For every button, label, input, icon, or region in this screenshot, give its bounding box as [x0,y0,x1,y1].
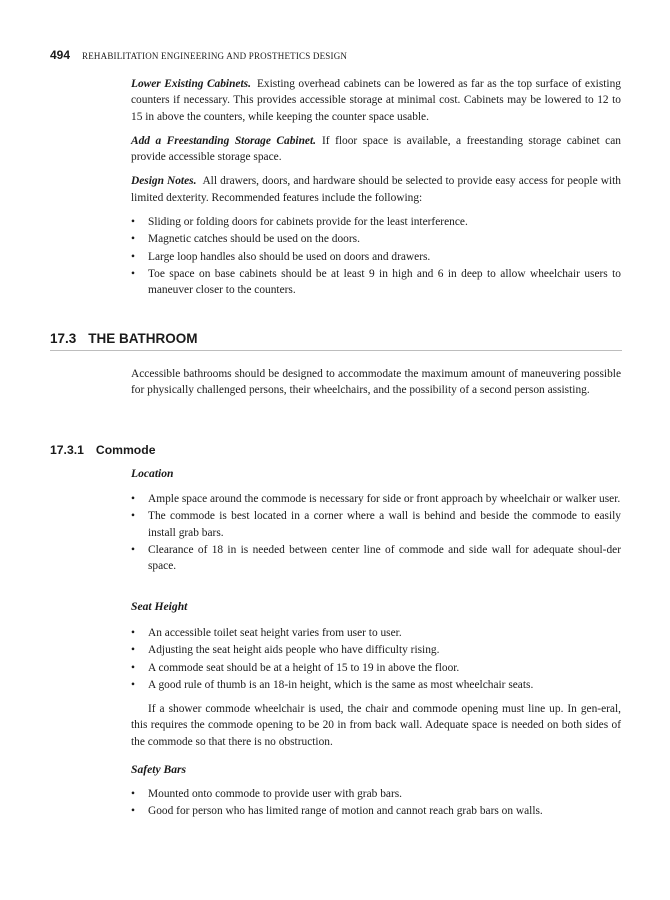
freestanding-cabinet-text: If floor space is available, a freestanding storage cabinet can provide accessible storage space. [131,134,621,164]
location-list [131,491,621,574]
lower-cabinets-paragraph [131,76,621,125]
shower-commode-paragraph: If a shower commode wheelchair is used, the chair and commode opening must line up. In gen-eral, this requires the commode opening to be 20 in from back wall. Adequate space is needed on both sides of the commode so that there is no obstruction. [131,703,621,748]
subsection-number: 17.3.1 [50,443,84,457]
subsection-title: Commode [95,443,156,457]
list-item: • Magnetic catches should be used on the doors. [131,231,621,247]
section-intro [131,366,621,399]
design-notes-heading: Design Notes. [131,175,197,188]
seat-height-list [131,625,621,693]
lower-cabinets-text: Existing overhead cabinets can be lowered as far as the top surface of existing counters if necessary. This provides accessible storage at minimal cost. Cabinets may be lowered to 12 to 15 in above the counters, while keeping the counter space usable. [131,78,621,123]
safety-bars-section [131,786,621,820]
list-item: • Good for person who has limited range of motion and cannot reach grab bars on walls. [131,803,621,819]
list-item: • A good rule of thumb is an 18-in height, which is the same as most wheelchair seats. [131,677,621,693]
cabinet-options [131,76,621,299]
section-title: THE BATHROOM [88,331,198,346]
section-number: 17.3 [50,331,77,346]
running-head-title: REHABILITATION ENGINEERING AND PROSTHETICS DESIGN [82,51,348,61]
list-item: • An accessible toilet seat height varies from user to user. [131,625,621,641]
list-item: • Adjusting the seat height aids people who have difficulty rising. [131,642,621,658]
design-notes-paragraph [131,173,621,206]
list-item: • Ample space around the commode is necessary for side or front approach by wheelchair or walker user. [131,491,621,507]
list-item: • Large loop handles also should be used on doors and drawers. [131,249,621,265]
page-number: 494 [50,48,71,62]
design-notes-list [131,214,621,298]
list-item: • Clearance of 18 in is needed between center line of commode and side wall for adequate shoul-der space. [131,542,621,575]
running-header [50,46,630,64]
list-item: • A commode seat should be at a height of 15 to 19 in above the floor. [131,660,621,676]
seat-height-heading: Seat Height [131,600,188,613]
list-item: • Toe space on base cabinets should be at least 9 in high and 6 in deep to allow wheelchair users to maneuver closer to the counters. [131,266,621,299]
location-heading: Location [131,467,174,480]
freestanding-cabinet-heading: Add a Freestanding Storage Cabinet. [131,134,316,147]
list-item: • Mounted onto commode to provide user with grab bars. [131,786,621,802]
section-intro-paragraph: Accessible bathrooms should be designed to accommodate the maximum amount of maneuvering possible for physically challenged persons, their wheelchairs, and the possibility of a second person assisting. [131,368,621,397]
list-item: • The commode is best located in a corner where a wall is behind and beside the commode to easily install grab bars. [131,508,621,541]
design-notes-text: All drawers, doors, and hardware should be selected to provide easy access for people with limited dexterity. Recommended features include the following: [131,175,621,204]
location-section [131,491,621,574]
seat-height-section [131,625,621,750]
list-item: • Sliding or folding doors for cabinets provide for the least interference. [131,214,621,230]
lower-cabinets-heading: Lower Existing Cabinets. [131,78,251,90]
section-heading [50,331,622,351]
freestanding-cabinet-paragraph [131,133,621,166]
subsection-heading [50,443,155,457]
safety-bars-heading: Safety Bars [131,763,187,776]
safety-bars-list [131,786,621,820]
